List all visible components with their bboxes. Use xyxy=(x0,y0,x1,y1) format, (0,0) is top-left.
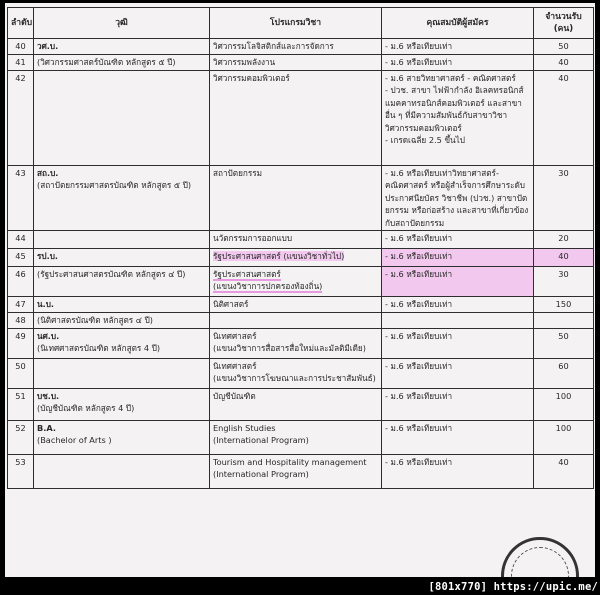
row-number: 43 xyxy=(8,166,34,231)
row-number: 53 xyxy=(8,455,34,489)
program-cell xyxy=(210,389,382,421)
document-page xyxy=(5,3,595,577)
degree-cell xyxy=(34,421,210,455)
degree-full-name: (สถาปัตยกรรมศาสตรบัณฑิต หลักสูตร ๕ ปี) xyxy=(37,180,192,191)
table-row xyxy=(8,297,594,313)
table-row xyxy=(8,71,594,166)
row-number: 45 xyxy=(8,249,34,267)
qualification-cell: - ม.6 หรือเทียบเท่า xyxy=(382,455,534,489)
qualification-cell: - ม.6 หรือเทียบเท่าวิทยาศาสตร์-คณิตศาสตร์ หรือผู้สำเร็จการศึกษาระดับประกาศนียบัตร วิชาชีพ (ปวช.) สาขาปัตยกรรม หรือก่อสร้าง และสาขาที่เกี่ยวข้องกับสถาปัตยกรรม xyxy=(382,166,534,231)
degree-abbreviation: สถ.บ. xyxy=(37,168,59,178)
program-name: วิศวกรรมโลจิสติกส์และการจัดการ xyxy=(213,41,334,51)
row-number: 41 xyxy=(8,55,34,71)
program-name: นิเทศศาสตร์ (แขนงวิชาการสื่อสารสื่อใหม่และมัลติมีเดีย) xyxy=(213,331,366,354)
row-number: 40 xyxy=(8,39,34,55)
qualification-cell: - ม.6 สายวิทยาศาสตร์ - คณิตศาสตร์ - ปวช. สาขา ไฟฟ้ากำลัง อิเลคทรอนิกส์ แมคคาทรอนิกส์คอมพิวเตอร์ และสาขาอื่น ๆ ที่มีความสัมพันธ์กับสาขาวิชา วิศวกรรมคอมพิวเตอร์ - เกรดเฉลี่ย 2.5 ขึ้นไป xyxy=(382,71,534,166)
table-row xyxy=(8,313,594,329)
program-cell xyxy=(210,329,382,359)
table-row xyxy=(8,421,594,455)
admission-count: 150 xyxy=(534,297,594,313)
program-name: นิเทศศาสตร์ (แขนงวิชาการโฆษณาและการประชาสัมพันธ์) xyxy=(213,361,376,384)
program-cell xyxy=(210,71,382,166)
admission-count: 20 xyxy=(534,231,594,249)
qualification-cell: - ม.6 หรือเทียบเท่า xyxy=(382,329,534,359)
row-number: 51 xyxy=(8,389,34,421)
qualification-cell: - ม.6 หรือเทียบเท่า xyxy=(382,267,534,297)
degree-abbreviation: รป.บ. xyxy=(37,251,59,262)
degree-cell xyxy=(34,329,210,359)
admission-count: 40 xyxy=(534,71,594,166)
degree-cell xyxy=(34,249,210,267)
program-cell xyxy=(210,421,382,455)
row-number: 52 xyxy=(8,421,34,455)
admission-count: 50 xyxy=(534,329,594,359)
header-count-line2: (คน) xyxy=(553,24,574,34)
qualification-cell: - ม.6 หรือเทียบเท่า xyxy=(382,39,534,55)
program-name: นวัตกรรมการออกแบบ xyxy=(213,233,293,244)
header-program: โปรแกรมวิชา xyxy=(210,8,382,39)
table-row xyxy=(8,39,594,55)
table-row xyxy=(8,389,594,421)
program-cell xyxy=(210,166,382,231)
admission-count: 40 xyxy=(534,55,594,71)
degree-cell xyxy=(34,313,210,329)
program-cell xyxy=(210,39,382,55)
degree-cell xyxy=(34,55,210,71)
table-row xyxy=(8,455,594,489)
degree-cell xyxy=(34,359,210,389)
degree-full-name: (Bachelor of Arts ) xyxy=(37,435,112,446)
row-number: 48 xyxy=(8,313,34,329)
program-name: วิศวกรรมคอมพิวเตอร์ xyxy=(213,73,290,83)
row-number: 49 xyxy=(8,329,34,359)
table-body xyxy=(8,39,594,489)
program-name: บัญชีบัณฑิต xyxy=(213,391,256,402)
program-cell xyxy=(210,231,382,249)
qualification-cell xyxy=(382,313,534,329)
program-cell xyxy=(210,297,382,313)
degree-full-name: (นิเทศศาสตรบัณฑิต หลักสูตร 4 ปี) xyxy=(37,343,161,354)
row-number: 50 xyxy=(8,359,34,389)
program-name: Tourism and Hospitality management (International Program) xyxy=(213,457,367,480)
degree-full-name: (รัฐประศาสนศาสตรบัณฑิต หลักสูตร ๔ ปี) xyxy=(37,269,186,280)
table-row xyxy=(8,329,594,359)
admission-count: 30 xyxy=(534,166,594,231)
program-name: English Studies (International Program) xyxy=(213,423,309,446)
admission-count: 40 xyxy=(534,249,594,267)
program-cell xyxy=(210,249,382,267)
qualification-cell: - ม.6 หรือเทียบเท่า xyxy=(382,249,534,267)
program-cell xyxy=(210,455,382,489)
official-seal xyxy=(495,531,587,577)
degree-full-name: (บัญชีบัณฑิต หลักสูตร 4 ปี) xyxy=(37,403,135,414)
degree-abbreviation: น.บ. xyxy=(37,299,55,310)
degree-abbreviation: บช.บ. xyxy=(37,391,60,402)
degree-cell xyxy=(34,389,210,421)
header-count-line1: จำนวนรับ xyxy=(545,11,582,22)
degree-cell xyxy=(34,455,210,489)
admission-count: 50 xyxy=(534,39,594,55)
qualification-cell: - ม.6 หรือเทียบเท่า xyxy=(382,421,534,455)
admission-count: 100 xyxy=(534,389,594,421)
program-name: รัฐประศาสนศาสตร์ (แขนงวิชาทั่วไป) xyxy=(213,251,345,262)
degree-cell xyxy=(34,231,210,249)
row-number: 44 xyxy=(8,231,34,249)
admission-count: 60 xyxy=(534,359,594,389)
program-cell xyxy=(210,267,382,297)
degree-cell xyxy=(34,71,210,166)
qualification-cell: - ม.6 หรือเทียบเท่า xyxy=(382,55,534,71)
admission-count xyxy=(534,313,594,329)
table-row xyxy=(8,166,594,231)
degree-cell xyxy=(34,166,210,231)
table-row xyxy=(8,231,594,249)
row-number: 47 xyxy=(8,297,34,313)
watermark-text: [801x770] https://upic.me/ xyxy=(428,581,598,593)
table-row xyxy=(8,359,594,389)
program-cell xyxy=(210,313,382,329)
degree-abbreviation: B.A. xyxy=(37,423,56,434)
table-row xyxy=(8,267,594,297)
row-number: 42 xyxy=(8,71,34,166)
program-name: รัฐประศาสนศาสตร์ (แขนงวิชาการปกครองท้องถิ่น) xyxy=(213,269,323,292)
header-qualification: คุณสมบัติผู้สมัคร xyxy=(382,8,534,39)
admission-count: 30 xyxy=(534,267,594,297)
admission-count: 40 xyxy=(534,455,594,489)
admission-count: 100 xyxy=(534,421,594,455)
degree-abbreviation: นศ.บ. xyxy=(37,331,60,342)
header-row xyxy=(8,8,594,39)
row-number: 46 xyxy=(8,267,34,297)
program-name: วิศวกรรมพลังงาน xyxy=(213,57,276,67)
degree-cell xyxy=(34,267,210,297)
program-cell xyxy=(210,55,382,71)
header-count xyxy=(534,8,594,39)
qualification-cell: - ม.6 หรือเทียบเท่า xyxy=(382,297,534,313)
degree-full-name: (นิติศาสตรบัณฑิต หลักสูตร ๔ ปี) xyxy=(37,315,154,326)
admission-table xyxy=(7,7,594,489)
table-row xyxy=(8,55,594,71)
degree-cell xyxy=(34,297,210,313)
qualification-cell: - ม.6 หรือเทียบเท่า xyxy=(382,231,534,249)
header-degree: วุฒิ xyxy=(34,8,210,39)
header-no: ลำดับ xyxy=(8,8,34,39)
table-row xyxy=(8,249,594,267)
program-name: นิติศาสตร์ xyxy=(213,299,249,310)
qualification-cell: - ม.6 หรือเทียบเท่า xyxy=(382,389,534,421)
degree-cell xyxy=(34,39,210,55)
qualification-cell: - ม.6 หรือเทียบเท่า xyxy=(382,359,534,389)
degree-abbreviation: วศ.บ. xyxy=(37,41,59,51)
program-cell xyxy=(210,359,382,389)
degree-full-name: (วิศวกรรมศาสตร์บัณฑิต หลักสูตร ๕ ปี) xyxy=(37,57,176,67)
program-name: สถาปัตยกรรม xyxy=(213,168,263,178)
